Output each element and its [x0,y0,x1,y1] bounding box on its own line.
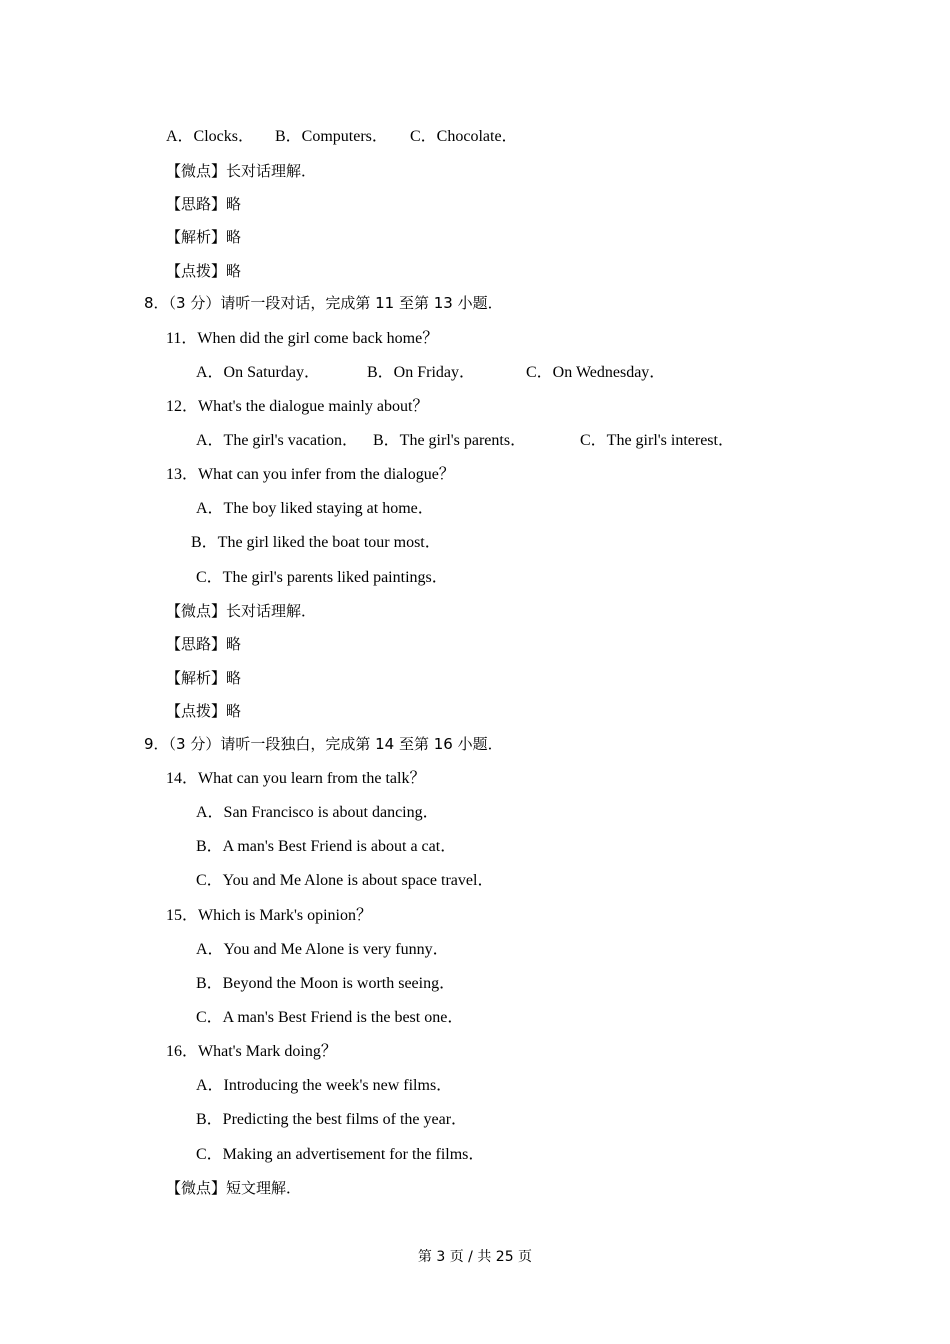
q13-option-c: C．The girl's parents liked paintings． [196,569,448,586]
q7-weidian: 【微点】长对话理解． [166,162,317,180]
q8-dianbo: 【点拨】略 [166,702,242,720]
q13-option-b: B．The girl liked the boat tour most． [191,534,441,551]
q15-option-b: B．Beyond the Moon is worth seeing． [196,975,456,992]
q15-option-a: A．You and Me Alone is very funny． [196,941,449,958]
q8-weidian: 【微点】长对话理解． [166,602,317,620]
q12-stem: 12．What's the dialogue mainly about？ [166,398,429,415]
q7-option-a: A．Clocks． [166,128,255,145]
q16-option-a: A．Introducing the week's new films． [196,1077,453,1094]
q14-option-c: C．You and Me Alone is about space travel． [196,872,494,889]
q13-stem: 13．What can you infer from the dialogue？ [166,466,455,483]
q16-option-b: B．Predicting the best films of the year． [196,1111,468,1128]
q14-stem: 14．What can you learn from the talk？ [166,770,426,787]
q8-jiexi: 【解析】略 [166,669,242,687]
q13-option-a: A．The boy liked staying at home． [196,500,434,517]
q9-header: 9．（3 分）请听一段独白，完成第 14 至第 16 小题． [144,735,503,753]
q12-option-c: C．The girl's interest． [580,432,734,449]
q11-option-a: A．On Saturday． [196,364,320,381]
q14-option-a: A．San Francisco is about dancing． [196,804,439,821]
q7-option-c: C．Chocolate． [410,128,518,145]
q15-stem: 15．Which is Mark's opinion？ [166,907,372,924]
q9-weidian: 【微点】短文理解． [166,1179,302,1197]
page-footer: 第 3 页 / 共 25 页 [417,1249,533,1265]
q7-jiexi: 【解析】略 [166,228,242,246]
q7-option-b: B．Computers． [275,128,388,145]
q11-stem: 11．When did the girl come back home？ [166,330,439,347]
q16-stem: 16．What's Mark doing？ [166,1043,337,1060]
q7-silu: 【思路】略 [166,195,242,213]
q11-option-c: C．On Wednesday． [526,364,666,381]
q14-option-b: B．A man's Best Friend is about a cat． [196,838,457,855]
q8-silu: 【思路】略 [166,635,242,653]
q8-header: 8．（3 分）请听一段对话，完成第 11 至第 13 小题． [144,294,503,312]
q16-option-c: C．Making an advertisement for the films． [196,1146,485,1163]
q12-option-a: A．The girl's vacation． [196,432,358,449]
q11-option-b: B．On Friday． [367,364,476,381]
q7-dianbo: 【点拨】略 [166,262,242,280]
q15-option-c: C．A man's Best Friend is the best one． [196,1009,464,1026]
q12-option-b: B．The girl's parents． [373,432,527,449]
